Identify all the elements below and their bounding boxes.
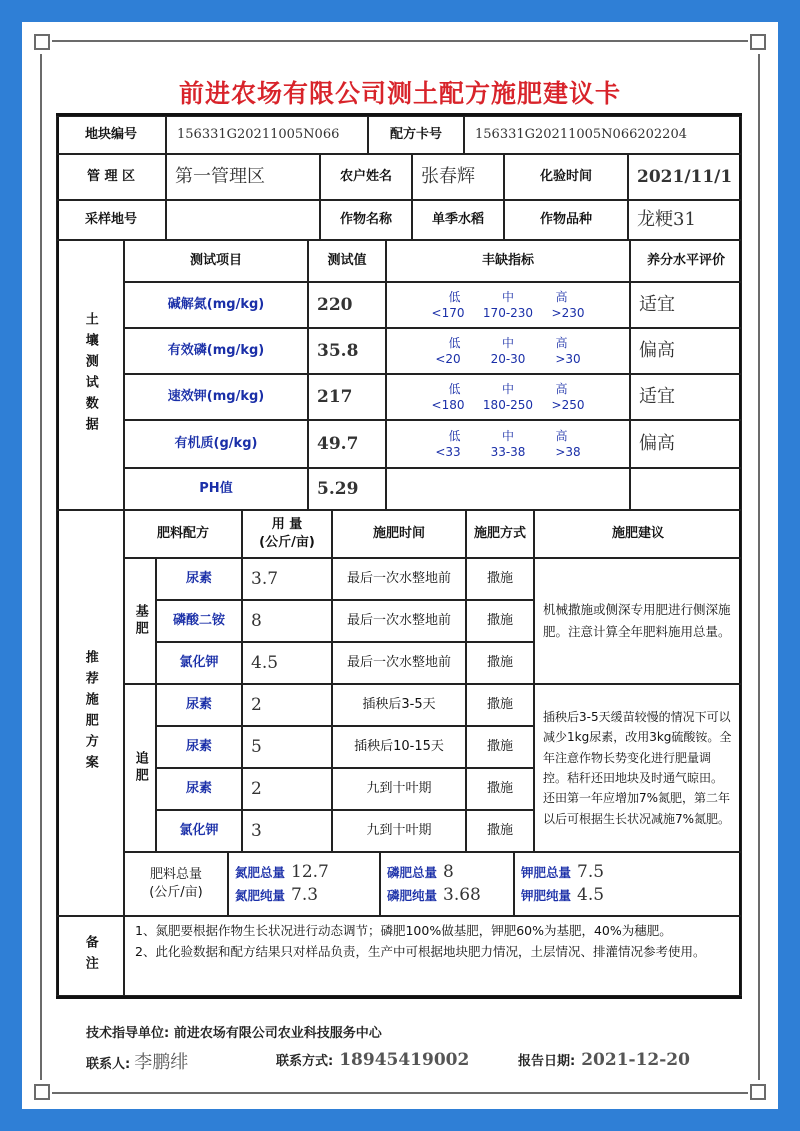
sample [166, 200, 320, 240]
range-hi: >250 [551, 398, 585, 412]
phone-value: 18945419002 [339, 1050, 470, 1070]
soil-index-n [386, 282, 630, 328]
footer-date [518, 1050, 690, 1070]
farmer: 张春辉 [412, 154, 504, 200]
k-total-label: 钾肥总量 [521, 865, 572, 881]
range-mid: 180-250 [482, 398, 534, 412]
top-amount-2: 5 [242, 726, 332, 768]
soil-value-ph: 5.29 [308, 468, 386, 510]
unit-label: 技术指导单位: [86, 1026, 170, 1041]
notes-label: 备注 [56, 916, 124, 996]
plan-header-time: 施肥时间 [332, 510, 466, 558]
top-amount-3: 2 [242, 768, 332, 810]
soil-value-n: 220 [308, 282, 386, 328]
index-mid: 中 [501, 381, 514, 396]
base-time-1: 最后一次水整地前 [332, 558, 466, 600]
phosphorus-totals [380, 852, 514, 916]
base-time-3: 最后一次水整地前 [332, 642, 466, 684]
base-name-2: 磷酸二铵 [156, 600, 242, 642]
footer-phone [276, 1050, 469, 1070]
range-lo: <180 [431, 398, 465, 412]
range-hi: >30 [555, 352, 581, 366]
top-advice: 插秧后3-5天缓苗较慢的情况下可以减少1kg尿素，改用3kg硫酸铵。全年注意作物长势变化进行肥量调控。秸秆还田地块及时通气晾田。还田第一年应增加7%氮肥，第二年以后可根据生长状况减施7%氮肥。 [534, 684, 742, 852]
note-line-2: 2、此化验数据和配方结果只对样品负责，生产中可根据地块肥力情况，土层情况、排灌情况参考使用。 [135, 943, 706, 959]
base-amount-3: 4.5 [242, 642, 332, 684]
top-time-3: 九到十叶期 [332, 768, 466, 810]
n-total-label: 氮肥总量 [235, 865, 286, 881]
footer-unit [86, 1022, 382, 1041]
contact-label: 联系人: [86, 1057, 131, 1072]
range-mid: 20-30 [490, 352, 526, 366]
plan-section-label: 推荐施肥方案 [56, 510, 124, 916]
soil-index-p [386, 328, 630, 374]
soil-item-om: 有机质(g/kg) [124, 420, 308, 468]
test-time-label: 化验时间 [504, 154, 628, 200]
footer-contact [86, 1048, 188, 1074]
date-label: 报告日期: [518, 1054, 576, 1069]
amount-header-label: 用 量 [271, 517, 303, 533]
p-pure-label: 磷肥纯量 [387, 888, 438, 903]
index-lo: 低 [448, 335, 461, 350]
soil-eval-om: 偏高 [630, 420, 742, 468]
soil-header-eval: 养分水平评价 [630, 240, 742, 282]
soil-index-k [386, 374, 630, 420]
soil-value-p: 35.8 [308, 328, 386, 374]
index-hi: 高 [555, 289, 568, 304]
soil-header-index: 丰缺指标 [386, 240, 630, 282]
soil-eval-p: 偏高 [630, 328, 742, 374]
base-method-1: 撒施 [466, 558, 534, 600]
crop: 单季水稻 [412, 200, 504, 240]
page-title: 前进农场有限公司测土配方施肥建议卡 [178, 79, 621, 108]
range-lo: <170 [431, 306, 465, 320]
potassium-totals [514, 852, 742, 916]
soil-eval-ph [630, 468, 742, 510]
k-pure-label: 钾肥纯量 [521, 888, 572, 903]
test-time: 2021/11/1 [628, 154, 742, 200]
phone-label: 联系方式: [276, 1054, 334, 1069]
soil-item-k: 速效钾(mg/kg) [124, 374, 308, 420]
totals-unit: (公斤/亩) [149, 885, 203, 900]
soil-section-label: 土壤测试数据 [56, 240, 124, 510]
index-mid: 中 [501, 335, 514, 350]
sample-label: 采样地号 [56, 200, 166, 240]
base-name-1: 尿素 [156, 558, 242, 600]
contact-signature: 李鹏绯 [134, 1052, 189, 1073]
district-label: 管 理 区 [56, 154, 166, 200]
soil-index-om [386, 420, 630, 468]
k-total: 7.5 [577, 862, 605, 883]
soil-eval-n: 适宜 [630, 282, 742, 328]
base-name-3: 氯化钾 [156, 642, 242, 684]
soil-value-k: 217 [308, 374, 386, 420]
plan-header-formula: 肥料配方 [124, 510, 242, 558]
top-name-3: 尿素 [156, 768, 242, 810]
soil-header-item: 测试项目 [124, 240, 308, 282]
top-label: 追肥 [124, 684, 156, 852]
top-time-2: 插秧后10-15天 [332, 726, 466, 768]
index-lo: 低 [448, 428, 461, 443]
soil-index-ph [386, 468, 630, 510]
totals-label: 肥料总量 [149, 867, 202, 883]
base-time-2: 最后一次水整地前 [332, 600, 466, 642]
top-method-4: 撒施 [466, 810, 534, 852]
index-hi: 高 [555, 428, 568, 443]
base-method-3: 撒施 [466, 642, 534, 684]
base-label: 基肥 [124, 558, 156, 684]
top-time-4: 九到十叶期 [332, 810, 466, 852]
soil-item-ph: PH值 [124, 468, 308, 510]
soil-eval-k: 适宜 [630, 374, 742, 420]
plan-header-method: 施肥方式 [466, 510, 534, 558]
p-pure: 3.68 [443, 885, 481, 905]
p-total-label: 磷肥总量 [387, 865, 438, 881]
index-hi: 高 [555, 335, 568, 350]
base-method-2: 撒施 [466, 600, 534, 642]
plot-no: 156331G20211005N066 [166, 116, 368, 154]
base-advice: 机械撒施或侧深专用肥进行侧深施肥。注意计算全年肥料施用总量。 [534, 558, 742, 684]
range-lo: <20 [435, 352, 461, 366]
n-pure: 7.3 [291, 885, 319, 905]
plan-header-advice: 施肥建议 [534, 510, 742, 558]
soil-item-p: 有效磷(mg/kg) [124, 328, 308, 374]
k-pure: 4.5 [577, 885, 605, 905]
top-name-4: 氯化钾 [156, 810, 242, 852]
base-amount-1: 3.7 [242, 558, 332, 600]
top-amount-1: 2 [242, 684, 332, 726]
top-method-3: 撒施 [466, 768, 534, 810]
farmer-label: 农户姓名 [320, 154, 412, 200]
variety-label: 作物品种 [504, 200, 628, 240]
index-mid: 中 [501, 428, 514, 443]
range-mid: 170-230 [482, 306, 534, 320]
soil-header-value: 测试值 [308, 240, 386, 282]
index-lo: 低 [448, 289, 461, 304]
plot-no-label: 地块编号 [56, 116, 166, 154]
amount-header-unit: (公斤/亩) [259, 535, 315, 550]
totals-label-cell [124, 852, 228, 916]
unit-value: 前进农场有限公司农业科技服务中心 [173, 1026, 382, 1041]
formula-card-label: 配方卡号 [368, 116, 464, 154]
range-hi: >38 [555, 445, 581, 459]
p-total: 8 [443, 862, 454, 883]
range-lo: <33 [435, 445, 461, 459]
district: 第一管理区 [166, 154, 320, 200]
formula-card: 156331G20211005N066202204 [464, 116, 742, 154]
top-method-2: 撒施 [466, 726, 534, 768]
note-line-1: 1、氮肥要根据作物生长状况进行动态调节；磷肥100%做基肥，钾肥60%为基肥，40%为穗肥。 [135, 923, 672, 938]
range-mid: 33-38 [490, 445, 526, 459]
date-value: 2021-12-20 [581, 1050, 690, 1070]
top-name-2: 尿素 [156, 726, 242, 768]
top-amount-4: 3 [242, 810, 332, 852]
range-hi: >230 [551, 306, 585, 320]
crop-label: 作物名称 [320, 200, 412, 240]
n-total: 12.7 [291, 862, 329, 883]
index-hi: 高 [555, 381, 568, 396]
soil-item-n: 碱解氮(mg/kg) [124, 282, 308, 328]
base-amount-2: 8 [242, 600, 332, 642]
nitrogen-totals [228, 852, 380, 916]
top-name-1: 尿素 [156, 684, 242, 726]
plan-header-amount [242, 510, 332, 558]
top-method-1: 撒施 [466, 684, 534, 726]
index-mid: 中 [501, 289, 514, 304]
n-pure-label: 氮肥纯量 [235, 888, 286, 903]
soil-value-om: 49.7 [308, 420, 386, 468]
top-time-1: 插秧后3-5天 [332, 684, 466, 726]
variety: 龙粳31 [628, 200, 742, 240]
index-lo: 低 [448, 381, 461, 396]
notes-content [124, 916, 742, 996]
